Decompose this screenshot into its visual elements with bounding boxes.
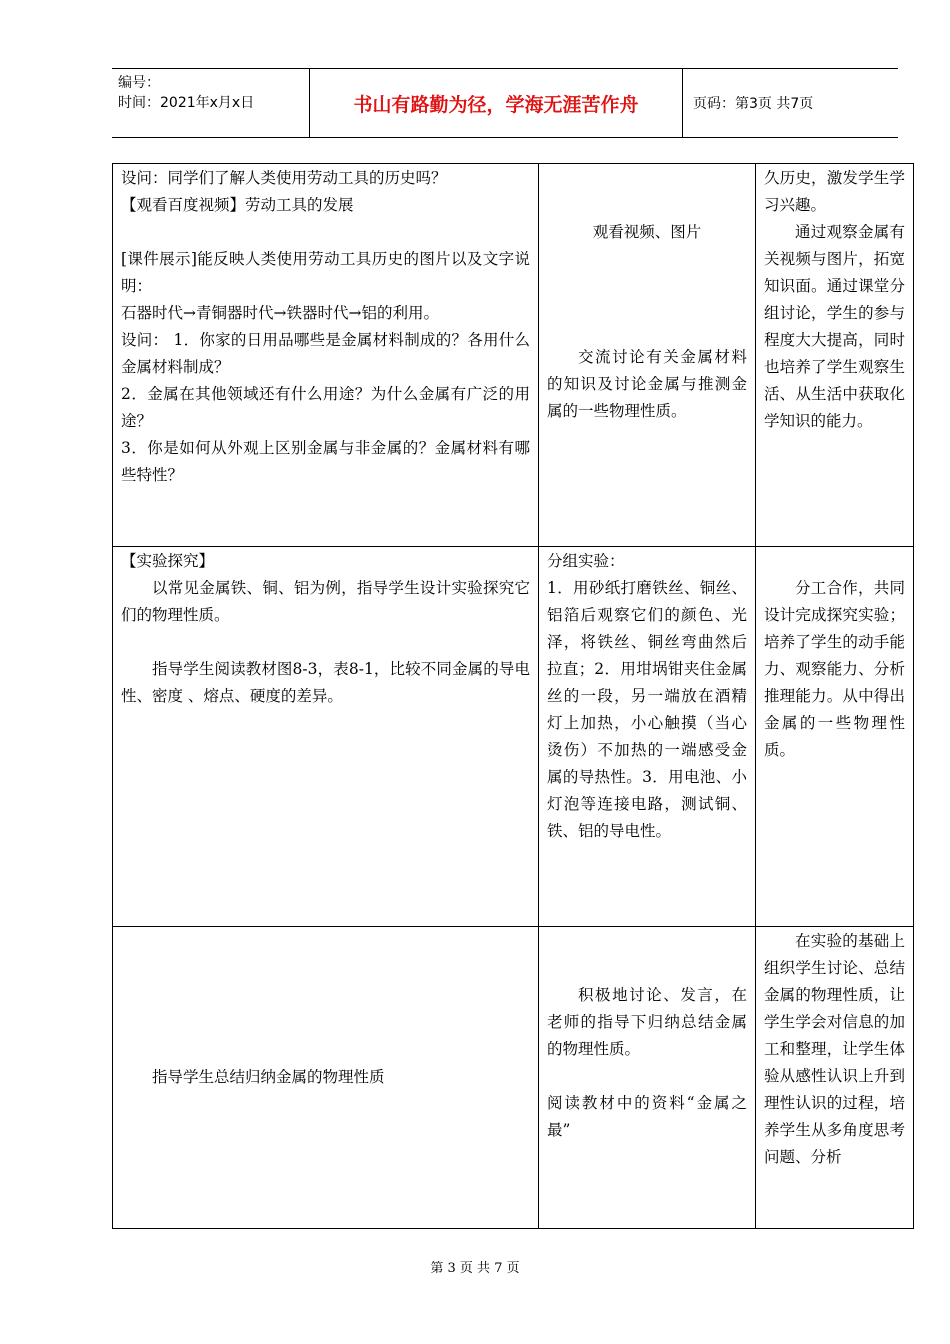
page-footer: 第 3 页 共 7 页: [430, 1261, 520, 1276]
reading-material-text: 阅读教材中的资料“金属之最”: [547, 1094, 747, 1139]
student-activity-cell: [539, 927, 756, 1229]
design-intent-cell: [756, 927, 914, 1229]
intent-observe: 通过观察金属有关视频与图片，拓宽知识面。通过课堂分组讨论，学生的参与程度大大提高，同时也培养了学生观察生活、从生活中获取化学知识的能力。: [764, 223, 905, 430]
teacher-activity-cell: [113, 164, 539, 547]
header-motto: 书山有路勤为径，学海无涯苦作舟: [310, 69, 683, 137]
discussion-text: 交流讨论有关金属材料的知识及讨论金属与推测金属的一些物理性质。: [547, 348, 747, 420]
watch-video-text: 观看视频、图片: [592, 223, 702, 241]
video-line: 【观看百度视频】劳动工具的发展: [121, 196, 354, 214]
history-line: 石器时代→青铜器时代→铁器时代→铝的利用。: [121, 304, 439, 322]
time-label: 时间：2021年x月x日: [118, 95, 255, 111]
courseware-line: [课件展示]能反映人类使用劳动工具历史的图片以及文字说明：: [121, 250, 530, 295]
header-meta: [112, 69, 310, 137]
question-3: 3．你是如何从外观上区别金属与非金属的？金属材料有哪些特性？: [121, 439, 530, 484]
teacher-activity-cell: [113, 547, 539, 927]
group-experiment-title: 分组实验：: [547, 552, 625, 570]
experiment-intent: 分工合作，共同设计完成探究实验；培养了学生的动手能力、观察能力、分析推理能力。从中得出金属的一些物理性质。: [764, 579, 905, 759]
teacher-activity-cell: [113, 927, 539, 1229]
page-header: [112, 68, 898, 138]
intent-continued: 久历史，激发学生学习兴趣。: [764, 169, 905, 214]
summary-guidance: 指导学生总结归纳金属的物理性质: [152, 1068, 385, 1086]
table-row: [113, 547, 914, 927]
student-activity-cell: [539, 164, 756, 547]
summary-intent: 在实验的基础上组织学生讨论、总结金属的物理性质，让学生学会对信息的加工和整理，让学生体验从感性认识上升到理性认识的过程，培养学生从多角度思考问题、分析: [764, 932, 905, 1166]
table-row: [113, 164, 914, 547]
experiment-title: 【实验探究】: [121, 552, 215, 570]
blank-line: [121, 219, 530, 246]
student-activity-cell: [539, 547, 756, 927]
design-intent-cell: [756, 547, 914, 927]
discuss-summary-text: 积极地讨论、发言，在老师的指导下归纳总结金属的物理性质。: [547, 986, 747, 1058]
question-2: 2．金属在其他领域还有什么用途？为什么金属有广泛的用途？: [121, 385, 530, 430]
table-row: [113, 927, 914, 1229]
header-page-info: 页码：第3页 共7页: [693, 96, 814, 112]
group-experiment-steps: 1．用砂纸打磨铁丝、铜丝、铝箔后观察它们的颜色、光泽，将铁丝、铜丝弯曲然后拉直；2．用坩埚钳夹住金属丝的一段，另一端放在酒精灯上加热，小心触摸（当心烫伤）不加热的一端感受金属的导热性。3．用电池、小灯泡等连接电路，测试铜、铁、铝的导电性。: [547, 579, 747, 840]
question-1: 设问： 1．你家的日用品哪些是金属材料制成的？各用什么金属材料制成？: [121, 331, 530, 376]
number-label: 编号：: [118, 75, 160, 91]
question-intro: 设问：同学们了解人类使用劳动工具的历史吗？: [121, 169, 447, 187]
experiment-intro: 以常见金属铁、铜、铝为例，指导学生设计实验探究它们的物理性质。: [121, 579, 530, 624]
lesson-table: [112, 163, 914, 1229]
design-intent-cell: [756, 164, 914, 547]
textbook-reading: 指导学生阅读教材图8-3，表8-1，比较不同金属的导电性、密度 、熔点、硬度的差异。: [121, 660, 530, 705]
